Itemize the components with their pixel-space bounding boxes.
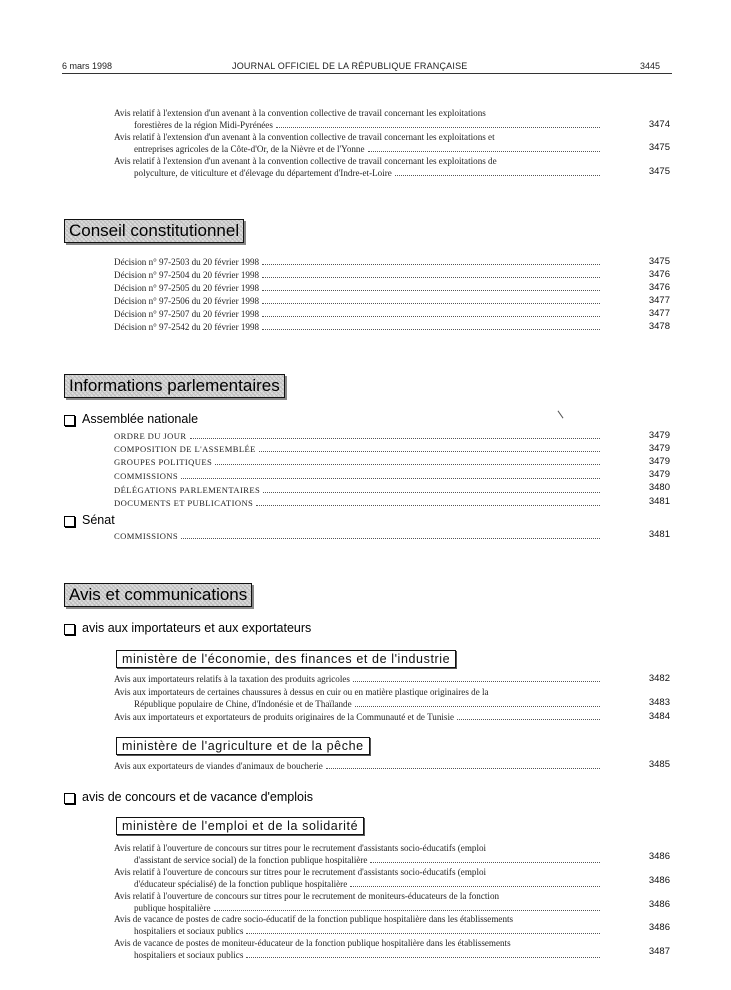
page-ref: 3486 bbox=[648, 851, 670, 862]
toc-entry: Avis aux importateurs et exportateurs de produits originaires de la Communauté et de Tunisie bbox=[114, 711, 602, 723]
toc-entry: GROUPES POLITIQUES bbox=[114, 456, 602, 468]
stray-mark bbox=[558, 411, 564, 419]
toc-entry: Décision n° 97-2542 du 20 février 1998 bbox=[114, 321, 602, 333]
page-ref: 3481 bbox=[648, 529, 670, 540]
toc-entry: Avis relatif à l'ouverture de concours sur titres pour le recrutement d'assistants socio-éducatifs (emploi d'éducateur spécialisé) de la fonction publique hospitalière bbox=[114, 866, 602, 890]
toc-entry: Avis aux importateurs de certaines chaussures à dessus en cuir ou en matière plastique originaires de la République populaire de Chine, d'Indonésie et de Thaïlande bbox=[114, 686, 602, 710]
subsection-senat: Sénat bbox=[64, 513, 115, 527]
toc-entry: Avis aux exportateurs de viandes d'animaux de boucherie bbox=[114, 760, 602, 772]
page-ref: 3475 bbox=[648, 166, 670, 177]
page-ref: 3479 bbox=[648, 469, 670, 480]
page-ref: 3484 bbox=[648, 711, 670, 722]
header-date: 6 mars 1998 bbox=[62, 61, 113, 71]
page-ref: 3479 bbox=[648, 430, 670, 441]
page-ref: 3475 bbox=[648, 142, 670, 153]
section-banner-informations: Informations parlementaires bbox=[64, 374, 285, 398]
toc-entry: Avis aux importateurs relatifs à la taxation des produits agricoles bbox=[114, 673, 602, 685]
page-ref: 3482 bbox=[648, 673, 670, 684]
page-ref: 3481 bbox=[648, 496, 670, 507]
toc-entry: COMPOSITION DE L'ASSEMBLÉE bbox=[114, 443, 602, 455]
checkbox-square-icon bbox=[64, 793, 75, 804]
page-ref: 3474 bbox=[648, 119, 670, 130]
section-banner-avis: Avis et communications bbox=[64, 583, 252, 607]
subsection-assemblee: Assemblée nationale bbox=[64, 412, 198, 426]
toc-entry: Avis relatif à l'extension d'un avenant à la convention collective de travail concernant les exploitations forestières de la région Midi-Pyrénées bbox=[114, 107, 602, 131]
checkbox-square-icon bbox=[64, 415, 75, 426]
checkbox-square-icon bbox=[64, 624, 75, 635]
toc-entry: Avis relatif à l'extension d'un avenant à la convention collective de travail concernant les exploitations et entreprises agricoles de la Côte-d'Or, de la Nièvre et de l'Yonne bbox=[114, 131, 602, 155]
toc-entry: COMMISSIONS bbox=[114, 530, 602, 542]
page-ref: 3476 bbox=[648, 269, 670, 280]
toc-entry: Décision n° 97-2506 du 20 février 1998 bbox=[114, 295, 602, 307]
page-ref: 3485 bbox=[648, 759, 670, 770]
page-ref: 3486 bbox=[648, 922, 670, 933]
page-ref: 3486 bbox=[648, 899, 670, 910]
page-ref: 3483 bbox=[648, 697, 670, 708]
toc-entry: COMMISSIONS bbox=[114, 470, 602, 482]
page-ref: 3476 bbox=[648, 282, 670, 293]
checkbox-square-icon bbox=[64, 516, 75, 527]
toc-entry: Avis relatif à l'ouverture de concours sur titres pour le recrutement d'assistants socio-éducatifs (emploi d'assistant de service social) de la fonction publique hospitalière bbox=[114, 842, 602, 866]
ministry-box-agriculture: ministère de l'agriculture et de la pêche bbox=[116, 737, 370, 755]
toc-entry: Décision n° 97-2503 du 20 février 1998 bbox=[114, 256, 602, 268]
toc-entry: Décision n° 97-2505 du 20 février 1998 bbox=[114, 282, 602, 294]
toc-entry: Avis de vacance de postes de cadre socio-éducatif de la fonction publique hospitalière dans les établissements hospitaliers et sociaux publics bbox=[114, 913, 602, 937]
header-rule bbox=[62, 73, 672, 74]
toc-entry: Décision n° 97-2504 du 20 février 1998 bbox=[114, 269, 602, 281]
toc-entry: DÉLÉGATIONS PARLEMENTAIRES bbox=[114, 484, 602, 496]
page-ref: 3479 bbox=[648, 443, 670, 454]
toc-entry: Avis relatif à l'extension d'un avenant à la convention collective de travail concernant les exploitations de polyculture, de viticulture et d'élevage du département d'Indre-et-Loire bbox=[114, 155, 602, 179]
page-ref: 3478 bbox=[648, 321, 670, 332]
subsection-importateurs: avis aux importateurs et aux exportateurs bbox=[64, 621, 311, 635]
subsection-concours: avis de concours et de vacance d'emplois bbox=[64, 790, 313, 804]
journal-title: JOURNAL OFFICIEL DE LA RÉPUBLIQUE FRANÇAISE bbox=[232, 61, 468, 71]
ministry-box-economie: ministère de l'économie, des finances et de l'industrie bbox=[116, 650, 456, 668]
page-ref: 3487 bbox=[648, 946, 670, 957]
toc-entry: Avis de vacance de postes de moniteur-éducateur de la fonction publique hospitalière dans les établissements hospitaliers et sociaux publics bbox=[114, 937, 602, 961]
page-ref: 3477 bbox=[648, 295, 670, 306]
toc-entry: Décision n° 97-2507 du 20 février 1998 bbox=[114, 308, 602, 320]
page-ref: 3479 bbox=[648, 456, 670, 467]
toc-entry: ORDRE DU JOUR bbox=[114, 430, 602, 442]
page-ref: 3486 bbox=[648, 875, 670, 886]
page-ref: 3480 bbox=[648, 482, 670, 493]
toc-entry: Avis relatif à l'ouverture de concours sur titres pour le recrutement de moniteurs-éducateurs de la fonction publique hospitalière bbox=[114, 890, 602, 914]
section-banner-conseil: Conseil constitutionnel bbox=[64, 219, 244, 243]
header-page-number: 3445 bbox=[640, 61, 661, 71]
page-ref: 3475 bbox=[648, 256, 670, 267]
ministry-box-emploi: ministère de l'emploi et de la solidarité bbox=[116, 817, 364, 835]
toc-entry: DOCUMENTS ET PUBLICATIONS bbox=[114, 497, 602, 509]
page-ref: 3477 bbox=[648, 308, 670, 319]
